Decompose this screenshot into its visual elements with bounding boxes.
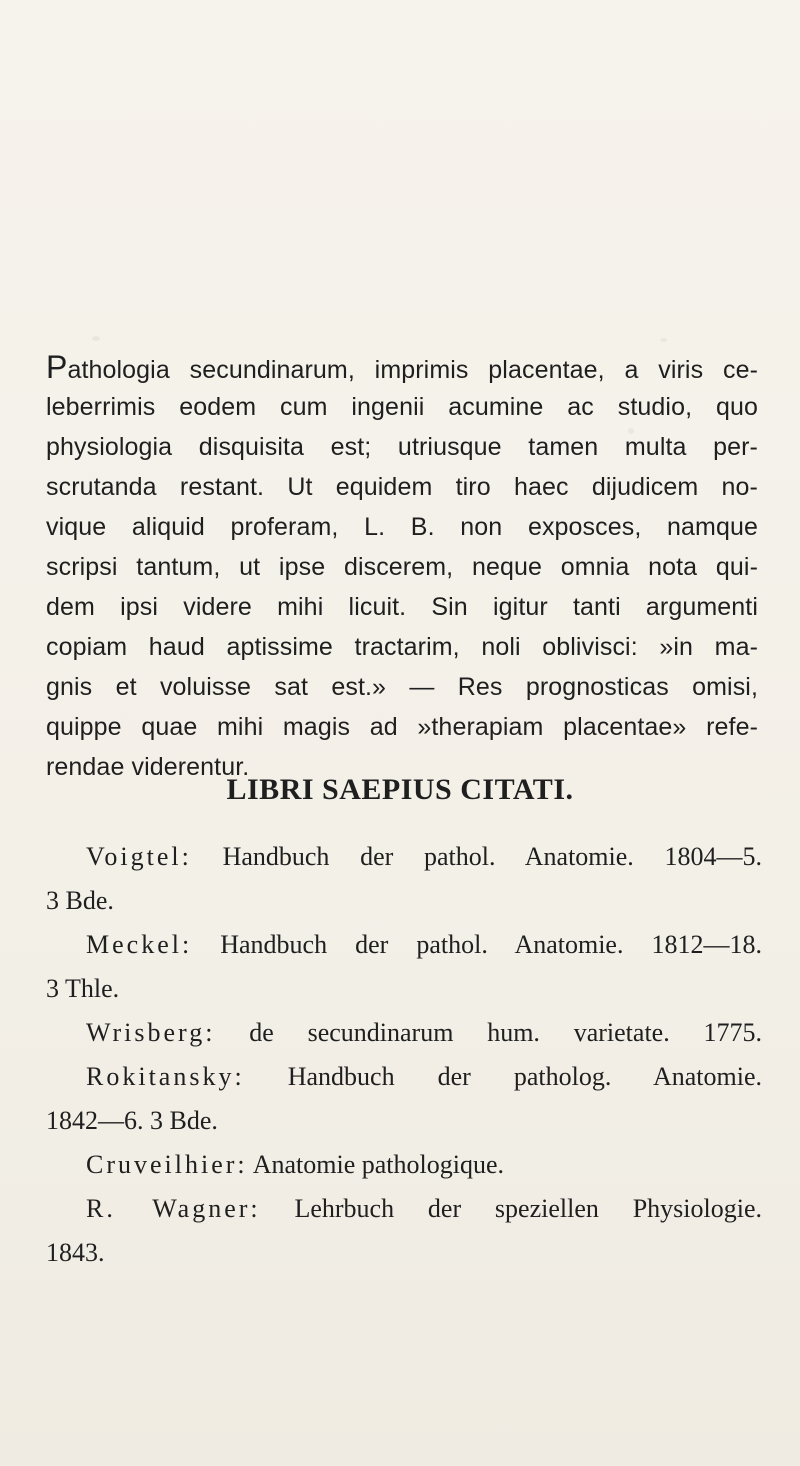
reference-author: R. Wagner: [86,1194,261,1223]
reference-entry [46,1011,762,1055]
reference-entry [46,1055,762,1099]
intro-line: physiologia disquisita est; utriusque tamen multa per- [46,433,758,461]
reference-title: Handbuch der patholog. Anatomie. [287,1062,762,1091]
intro-line: rendae viderentur. [46,753,250,781]
reference-title: de secundinarum hum. varietate. 1775. [249,1018,762,1047]
intro-initial: P [46,349,68,385]
reference-list [46,835,762,1275]
reference-continuation: 3 Bde. [46,886,114,915]
intro-paragraph [46,347,758,787]
reference-title: Anatomie pathologique. [252,1150,504,1179]
intro-line [46,347,758,387]
reference-entry [46,835,762,879]
reference-continuation: 1842—6. 3 Bde. [46,1106,218,1135]
reference-author: Meckel: [86,930,193,959]
reference-author: Cruveilhier: [86,1150,248,1179]
reference-entry [46,923,762,967]
paper-speck [92,336,100,341]
reference-title: Lehrbuch der speziellen Physiologie. [294,1194,762,1223]
reference-continuation: 3 Thle. [46,974,120,1003]
reference-title: Handbuch der pathol. Anatomie. 1804—5. [222,842,762,871]
reference-author: Wrisberg: [86,1018,216,1047]
reference-continuation: 1843. [46,1238,105,1267]
reference-title: Handbuch der pathol. Anatomie. 1812—18. [220,930,763,959]
section-heading: LIBRI SAEPIUS CITATI. [226,773,574,806]
intro-line: scrutanda restant. Ut equidem tiro haec dijudicem no- [46,473,758,501]
reference-entry [46,1187,762,1231]
intro-line: copiam haud aptissime tractarim, noli oblivisci: »in ma- [46,633,758,661]
reference-author: Voigtel: [86,842,192,871]
intro-line: leberrimis eodem cum ingenii acumine ac studio, quo [46,393,758,421]
intro-line: dem ipsi videre mihi licuit. Sin igitur tanti argumenti [46,593,758,621]
paper-speck [660,338,667,342]
intro-line: vique aliquid proferam, L. B. non exposces, namque [46,513,758,541]
reference-author: Rokitansky: [86,1062,245,1091]
intro-line: gnis et voluisse sat est.» — Res prognosticas omisi, [46,673,758,701]
intro-line: scripsi tantum, ut ipse discerem, neque omnia nota qui- [46,553,758,581]
intro-line: quippe quae mihi magis ad »therapiam placentae» refe- [46,713,758,741]
intro-line-rest: athologia secundinarum, imprimis placentae, a viris ce- [67,356,758,384]
reference-entry [46,1143,762,1187]
